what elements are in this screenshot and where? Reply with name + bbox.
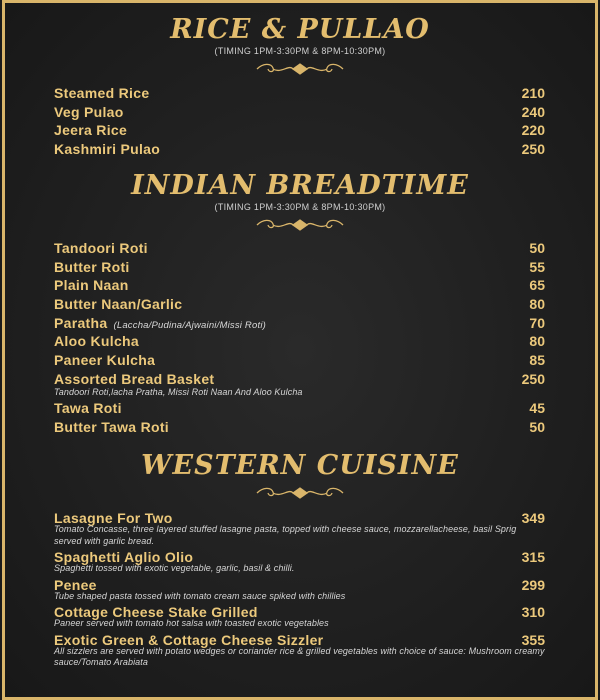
item-description: Paneer served with tomato hot salsa with toasted exotic vegetables bbox=[54, 618, 329, 628]
menu-item bbox=[54, 352, 545, 371]
item-price: 80 bbox=[529, 296, 545, 313]
menu-item bbox=[54, 141, 545, 160]
item-description: Spaghetti tossed with exotic vegetable, garlic, basil & chilli. bbox=[54, 563, 295, 573]
item-name-text: Exotic Green & Cottage Cheese Sizzler bbox=[54, 631, 324, 648]
item-name-text: Tandoori Roti bbox=[54, 240, 148, 256]
item-price: 70 bbox=[529, 314, 545, 331]
western-items-list bbox=[54, 510, 545, 671]
item-name-text: Spaghetti Aglio Olio bbox=[54, 549, 194, 565]
menu-item bbox=[54, 371, 545, 398]
rice-items-list bbox=[54, 85, 545, 160]
item-price: 50 bbox=[529, 240, 545, 256]
item-name-text: Jeera Rice bbox=[54, 122, 128, 139]
item-name-text: Steamed Rice bbox=[54, 85, 150, 101]
menu-item bbox=[54, 549, 545, 575]
menu-item bbox=[54, 259, 545, 278]
item-name bbox=[54, 352, 155, 368]
item-price: 85 bbox=[529, 352, 545, 369]
item-name bbox=[54, 315, 266, 331]
menu-item bbox=[54, 419, 545, 438]
section-title-rice: RICE & PULLAO bbox=[170, 14, 430, 45]
item-price: 65 bbox=[529, 277, 545, 294]
item-price: 349 bbox=[521, 510, 545, 526]
item-description: All sizzlers are served with potato wedges or coriander rice & grilled vegetables with choice of sauce: Mushroom creamy sauce/Tomato Arabiata bbox=[54, 645, 545, 667]
item-price: 315 bbox=[521, 549, 545, 565]
item-description: Tube shaped pasta tossed with tomato cream sauce spiked with chillies bbox=[54, 590, 346, 601]
menu-item bbox=[54, 277, 545, 296]
item-description: Tandoori Roti,lacha Pratha, Missi Roti Naan And Aloo Kulcha bbox=[54, 386, 303, 397]
section-title-bread: INDIAN BREADTIME bbox=[131, 170, 469, 201]
item-name bbox=[54, 371, 214, 387]
item-note: (Laccha/Pudina/Ajwaini/Missi Roti) bbox=[113, 319, 266, 331]
flourish-ornament-icon bbox=[255, 218, 345, 232]
item-price: 45 bbox=[529, 400, 545, 416]
menu-item bbox=[54, 577, 545, 603]
item-name bbox=[54, 141, 160, 157]
item-price: 355 bbox=[521, 631, 545, 648]
menu-item bbox=[54, 604, 545, 630]
item-price: 220 bbox=[521, 122, 545, 139]
menu-item bbox=[54, 510, 545, 547]
item-price: 250 bbox=[521, 370, 545, 387]
item-name-text: Lasagne For Two bbox=[54, 510, 173, 526]
item-name-text: Butter Tawa Roti bbox=[54, 418, 169, 435]
item-name bbox=[54, 85, 149, 101]
section-timing-rice: (TIMING 1PM-3:30PM & 8PM-10:30PM) bbox=[214, 46, 386, 56]
section-timing-bread: (TIMING 1PM-3:30PM & 8PM-10:30PM) bbox=[214, 202, 386, 212]
menu-item bbox=[54, 400, 545, 419]
item-name-text: Plain Naan bbox=[54, 277, 129, 294]
item-name-text: Butter Naan/Garlic bbox=[54, 296, 183, 313]
item-price: 310 bbox=[521, 604, 545, 620]
item-price: 240 bbox=[521, 103, 545, 120]
item-name-text: Tawa Roti bbox=[54, 400, 122, 416]
menu-item bbox=[54, 240, 545, 259]
section-title-western: WESTERN CUISINE bbox=[141, 450, 459, 481]
bread-items-list bbox=[54, 240, 545, 437]
item-name-text: Penee bbox=[54, 576, 97, 593]
item-name-text: Kashmiri Pulao bbox=[54, 141, 161, 158]
item-name bbox=[54, 400, 122, 416]
item-name-text: Butter Roti bbox=[54, 258, 130, 275]
menu-item bbox=[54, 296, 545, 315]
item-name bbox=[54, 333, 139, 349]
menu-item bbox=[54, 122, 545, 141]
menu-item bbox=[54, 85, 545, 104]
item-price: 50 bbox=[529, 418, 545, 435]
item-name-text: Veg Pulao bbox=[54, 103, 124, 120]
menu-item bbox=[54, 104, 545, 123]
item-name-text: Cottage Cheese Stake Grilled bbox=[54, 604, 258, 620]
menu-item bbox=[54, 315, 545, 334]
item-name bbox=[54, 122, 127, 138]
menu-item bbox=[54, 632, 545, 669]
item-price: 55 bbox=[529, 258, 545, 275]
item-name bbox=[54, 277, 129, 293]
flourish-ornament-icon bbox=[255, 62, 345, 76]
item-price: 210 bbox=[521, 85, 545, 101]
item-price: 250 bbox=[521, 141, 545, 158]
flourish-ornament-icon bbox=[255, 486, 345, 500]
item-description: Tomato Concasse, three layered stuffed lasagne pasta, topped with cheese sauce, mozzarellacheese, basil Sprig served with garlic bread. bbox=[54, 524, 517, 546]
item-name bbox=[54, 296, 182, 312]
item-price: 80 bbox=[529, 333, 545, 350]
item-name bbox=[54, 240, 148, 256]
item-name bbox=[54, 259, 130, 275]
item-name-text: Paneer Kulcha bbox=[54, 352, 156, 369]
menu-item bbox=[54, 333, 545, 352]
item-price: 299 bbox=[521, 576, 545, 593]
item-name-text: Paratha bbox=[54, 314, 108, 331]
item-name-text: Aloo Kulcha bbox=[54, 333, 139, 350]
item-name bbox=[54, 419, 169, 435]
item-name bbox=[54, 104, 124, 120]
item-name-text: Assorted Bread Basket bbox=[54, 370, 215, 387]
